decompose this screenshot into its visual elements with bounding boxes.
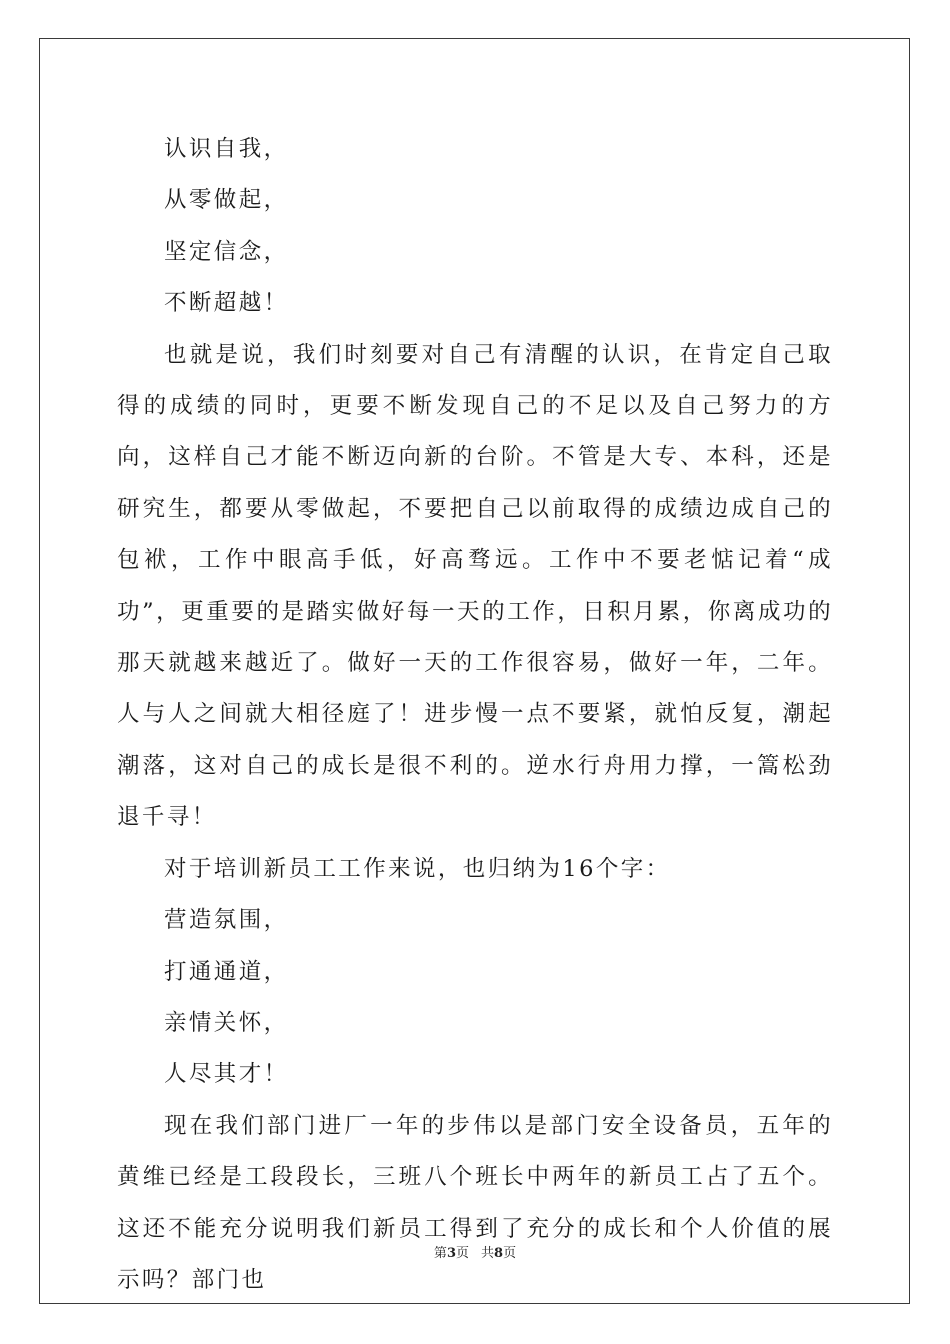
paragraph-3: 坚定信念， <box>164 238 289 265</box>
paragraph-7: 营造氛围， <box>164 907 289 934</box>
paragraph-11: 现在我们部门进厂一年的步伟以是部门安全设备员，五年的黄维已经是工段段长，三班八个班长中两年的新员工占了五个。这还不能充分说明我们新员工得到了充分的成长和个人价值的展示吗？部门也 <box>117 1112 833 1293</box>
total-number: 8 <box>494 1246 504 1261</box>
page-suffix: 页 <box>455 1246 469 1261</box>
paragraph-2: 从零做起， <box>164 187 289 214</box>
page-prefix: 第 <box>433 1246 447 1261</box>
paragraph-6: 对于培训新员工工作来说，也归纳为16个字： <box>164 855 671 882</box>
page-number: 3 <box>446 1246 456 1261</box>
document-body <box>117 124 833 1306</box>
paragraph-4: 不断超越！ <box>164 290 289 317</box>
page-footer <box>0 1244 950 1264</box>
paragraph-5: 也就是说，我们时刻要对自己有清醒的认识，在肯定自己取得的成绩的同时，更要不断发现自己的不足以及自己努力的方向，这样自己才能不断迈向新的台阶。不管是大专、本科，还是研究生，都要从零做起，不要把自己以前取得的成绩边成自己的包袱，工作中眼高手低，好高骛远。工作中不要老惦记着“成功”，更重要的是踏实做好每一天的工作，日积月累，你离成功的那天就越来越近了。做好一天的工作很容易，做好一年，二年。人与人之间就大相径庭了！进步慢一点不要紧，就怕反复，潮起潮落，这对自己的成长是很不利的。逆水行舟用力撑，一篙松劲退千寻！ <box>117 341 833 831</box>
paragraph-10: 人尽其才！ <box>164 1061 289 1088</box>
paragraph-8: 打通通道， <box>164 958 289 985</box>
total-suffix: 页 <box>503 1246 517 1261</box>
total-prefix: 共 <box>481 1246 495 1261</box>
paragraph-1: 认识自我， <box>164 136 289 162</box>
paragraph-9: 亲情关怀， <box>164 1009 289 1036</box>
